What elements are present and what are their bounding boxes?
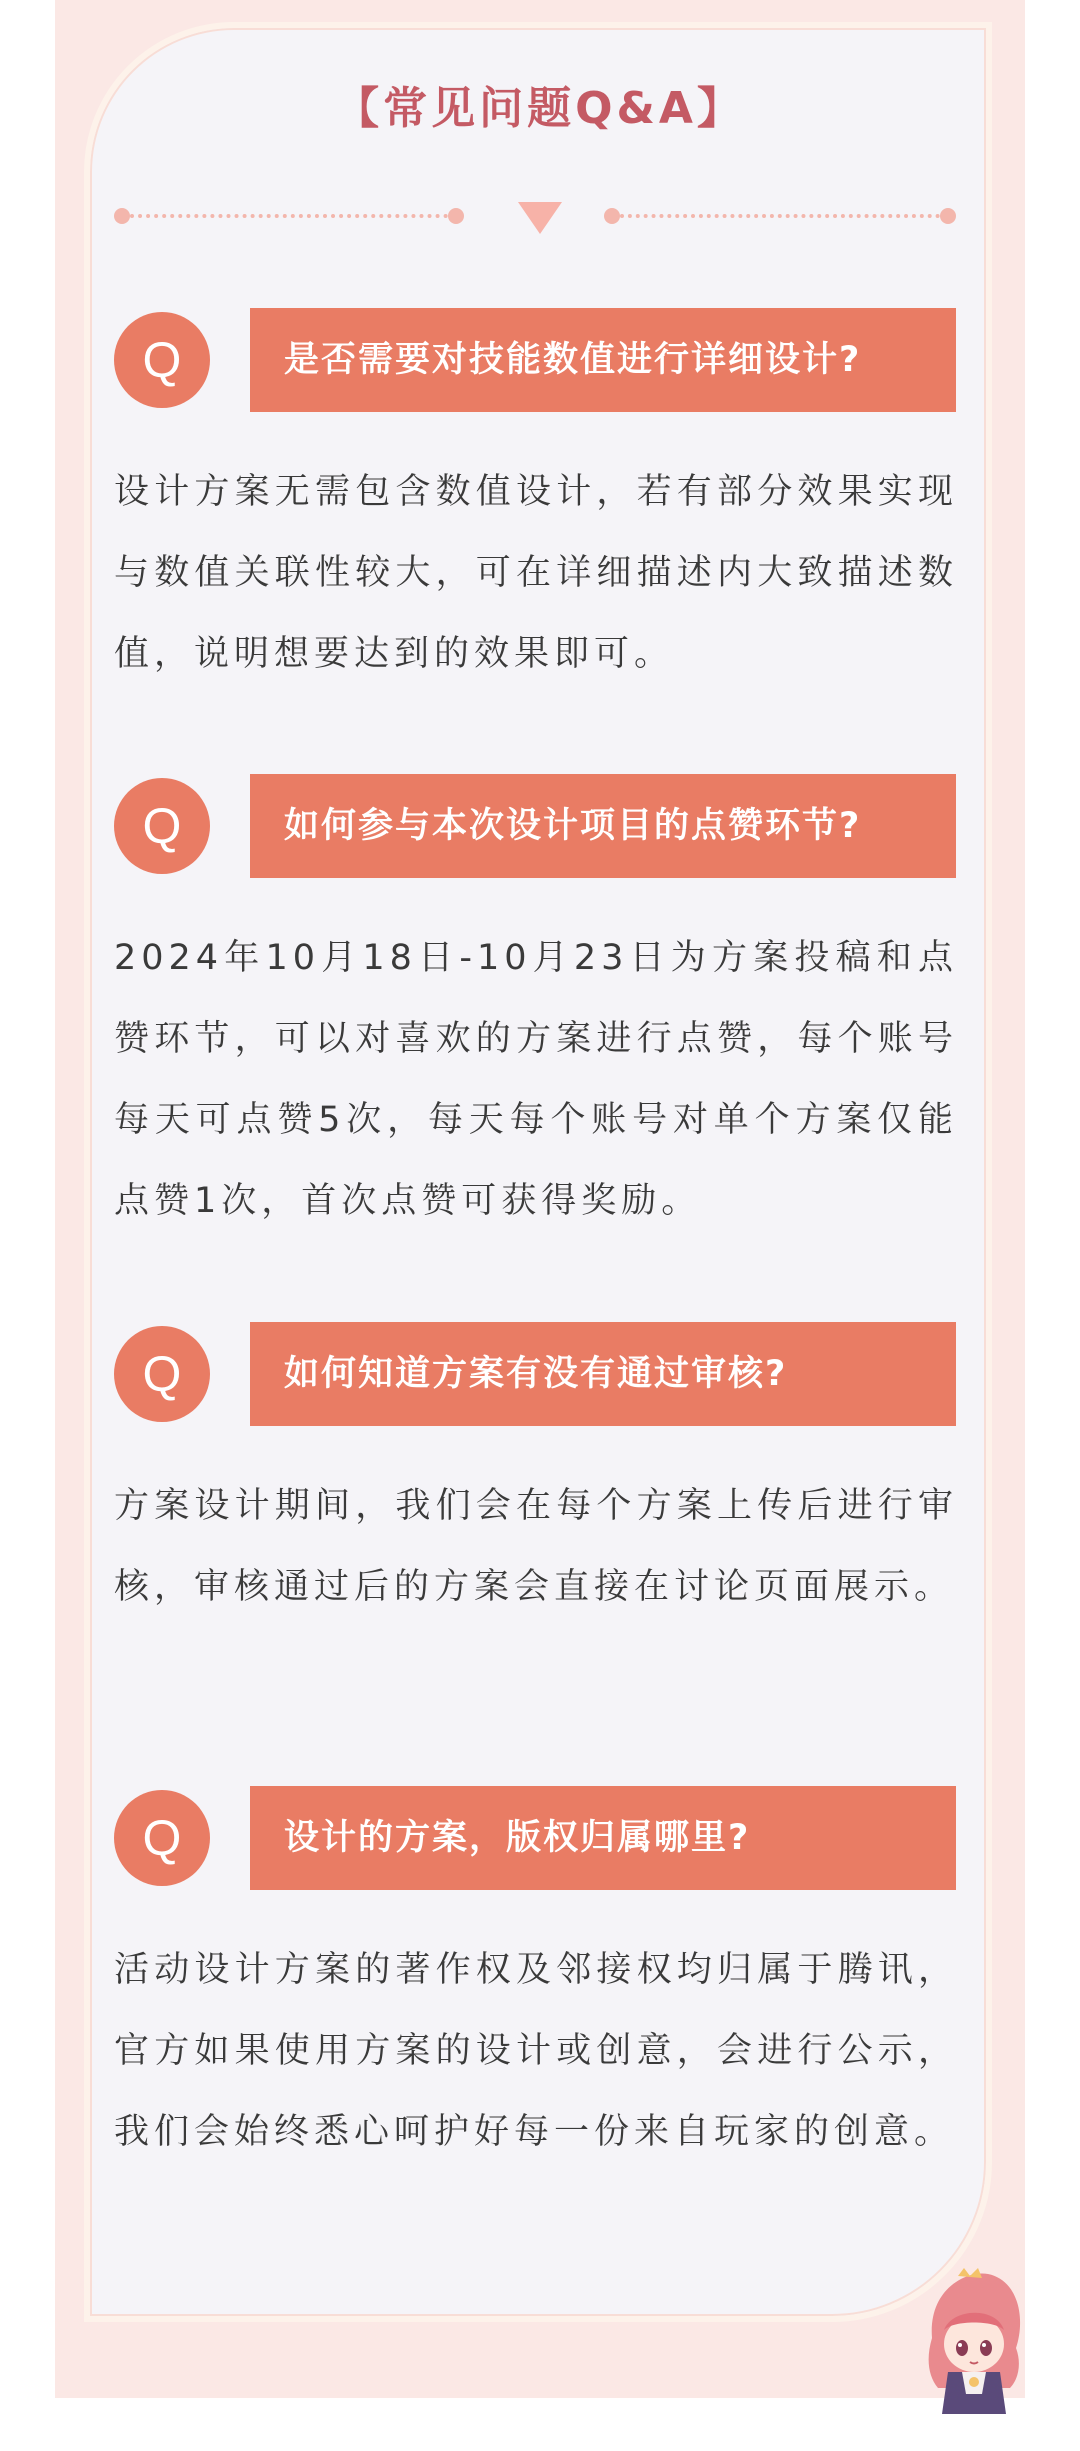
section-title: 【常见问题Q&A】	[335, 83, 745, 134]
divider-dot	[448, 208, 464, 224]
divider-dot	[940, 208, 956, 224]
triangle-down-icon	[518, 202, 562, 234]
q-badge: Q	[114, 1790, 210, 1886]
answer-text: 2024年10月18日-10月23日为方案投稿和点赞环节，可以对喜欢的方案进行点赞，每个账号每天可点赞5次，每天每个账号对单个方案仅能点赞1次，首次点赞可获得奖励。	[114, 938, 958, 1221]
divider-left	[114, 208, 464, 222]
divider-dot	[114, 208, 130, 224]
divider-dot	[604, 208, 620, 224]
mascot-character-icon	[918, 2268, 1030, 2418]
question-bar: 如何参与本次设计项目的点赞环节?	[250, 774, 956, 878]
divider-line	[620, 214, 940, 218]
question-bar: 设计的方案，版权归属哪里?	[250, 1786, 956, 1890]
q-badge: Q	[114, 312, 210, 408]
q-badge: Q	[114, 778, 210, 874]
answer-text: 方案设计期间，我们会在每个方案上传后进行审核，审核通过后的方案会直接在讨论页面展示。	[114, 1486, 958, 1607]
question-bar: 如何知道方案有没有通过审核?	[250, 1322, 956, 1426]
answer-text: 设计方案无需包含数值设计，若有部分效果实现与数值关联性较大，可在详细描述内大致描述数值，说明想要达到的效果即可。	[114, 472, 958, 674]
q-badge: Q	[114, 1326, 210, 1422]
divider-line	[130, 214, 448, 218]
divider-right	[604, 208, 956, 222]
answer-text: 活动设计方案的著作权及邻接权均归属于腾讯，官方如果使用方案的设计或创意，会进行公示，我们会始终悉心呵护好每一份来自玩家的创意。	[114, 1950, 958, 2152]
question-bar: 是否需要对技能数值进行详细设计?	[250, 308, 956, 412]
